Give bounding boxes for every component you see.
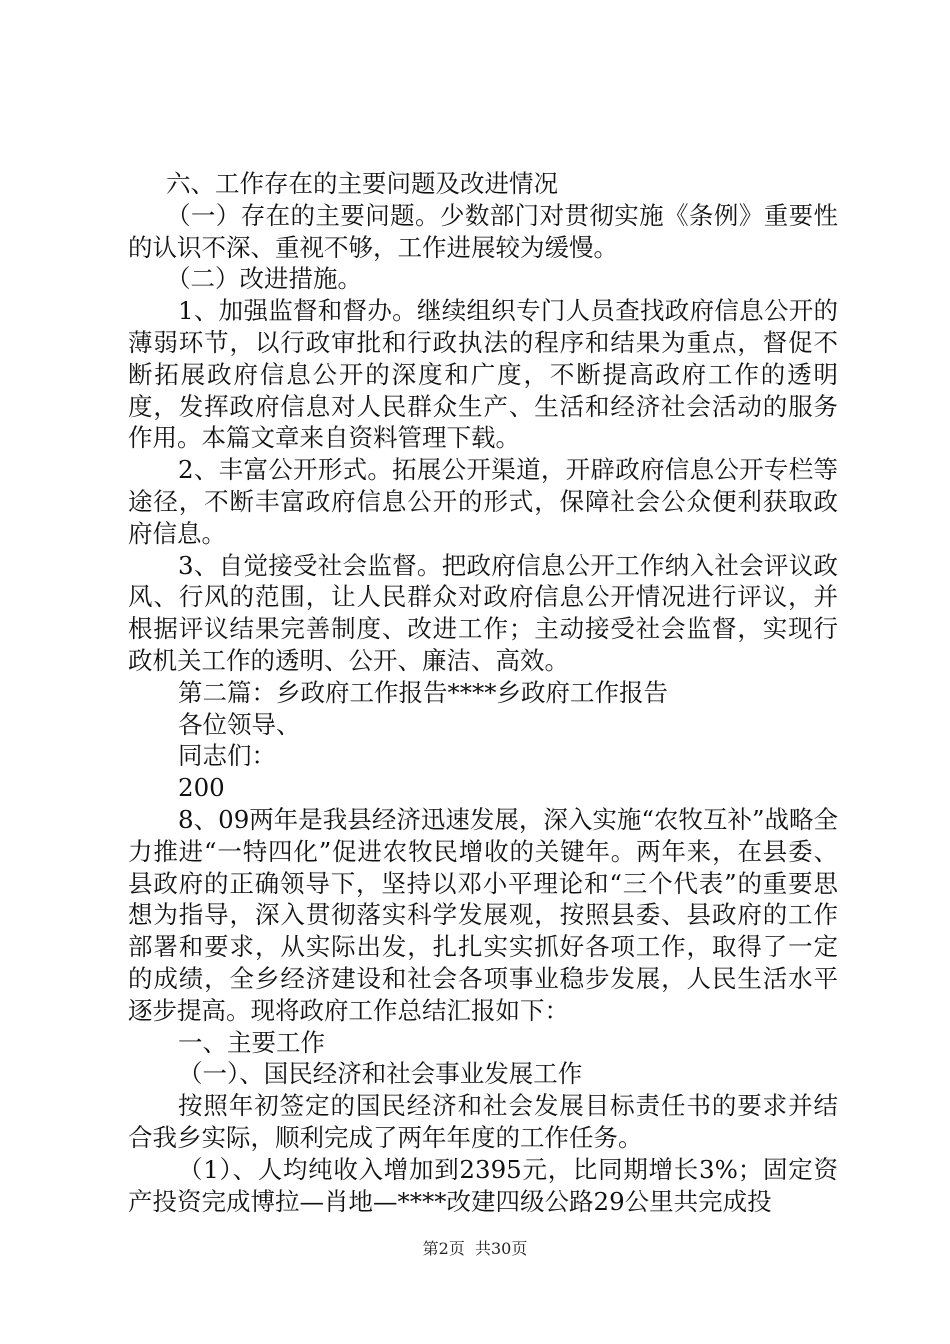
chapter-title: 第二篇：乡政府工作报告****乡政府工作报告: [178, 677, 668, 707]
subsection-heading: （一）、国民经济和社会事业发展工作: [178, 1059, 583, 1089]
year-fragment: 200: [178, 773, 225, 803]
paragraph: 3、自觉接受社会监督。把政府信息公开工作纳入社会评议政风、行风的范围，让人民群众对政府信息公开情况进行评议，并根据评议结果完善制度、改进工作；主动接受社会监督，实现行政机关工作的透明、公开、廉洁、高效。: [128, 550, 838, 675]
paragraph: （1）、人均纯收入增加到2395元，比同期增长3%；固定资产投资完成博拉—肖地—****改建四级公路29公里共完成投: [128, 1154, 838, 1216]
salutation-line: 同志们：: [178, 741, 276, 771]
salutation-line: 各位领导、: [178, 709, 301, 739]
page-footer: [0, 1236, 950, 1259]
paragraph: 2、丰富公开形式。拓展公开渠道，开辟政府信息公开专栏等途径，不断丰富政府信息公开的形式，保障社会公众便利获取政府信息。: [128, 455, 838, 548]
document-body: [128, 168, 838, 1217]
paragraph: （一）存在的主要问题。少数部门对贯彻实施《条例》重要性的认识不深、重视不够，工作进展较为缓慢。: [128, 200, 838, 262]
paragraph: 1、加强监督和督办。继续组织专门人员查找政府信息公开的薄弱环节，以行政审批和行政执法的程序和结果为重点，督促不断拓展政府信息公开的深度和广度，不断提高政府工作的透明度，发挥政府信息对人民群众生产、生活和经济社会活动的服务作用。本篇文章来自资料管理下载。: [128, 296, 838, 453]
paragraph: 8、09两年是我县经济迅速发展，深入实施“农牧互补”战略全力推进“一特四化”促进农牧民增收的关键年。两年来，在县委、县政府的正确领导下，坚持以邓小平理论和“三个代表”的重要思想为指导，深入贯彻落实科学发展观，按照县委、县政府的工作部署和要求，从实际出发，扎扎实实抓好各项工作，取得了一定的成绩，全乡经济建设和社会各项事业稳步发展，人民生活水平逐步提高。现将政府工作总结汇报如下：: [128, 804, 838, 1025]
page-number-label: 第2页 共30页: [422, 1239, 528, 1258]
section-heading: 六、工作存在的主要问题及改进情况: [166, 169, 558, 198]
paragraph: 按照年初签定的国民经济和社会发展目标责任书的要求并结合我乡实际，顺利完成了两年年度的工作任务。: [128, 1091, 838, 1152]
paragraph: （二）改进措施。: [166, 264, 362, 294]
section-heading: 一、主要工作: [178, 1027, 325, 1057]
